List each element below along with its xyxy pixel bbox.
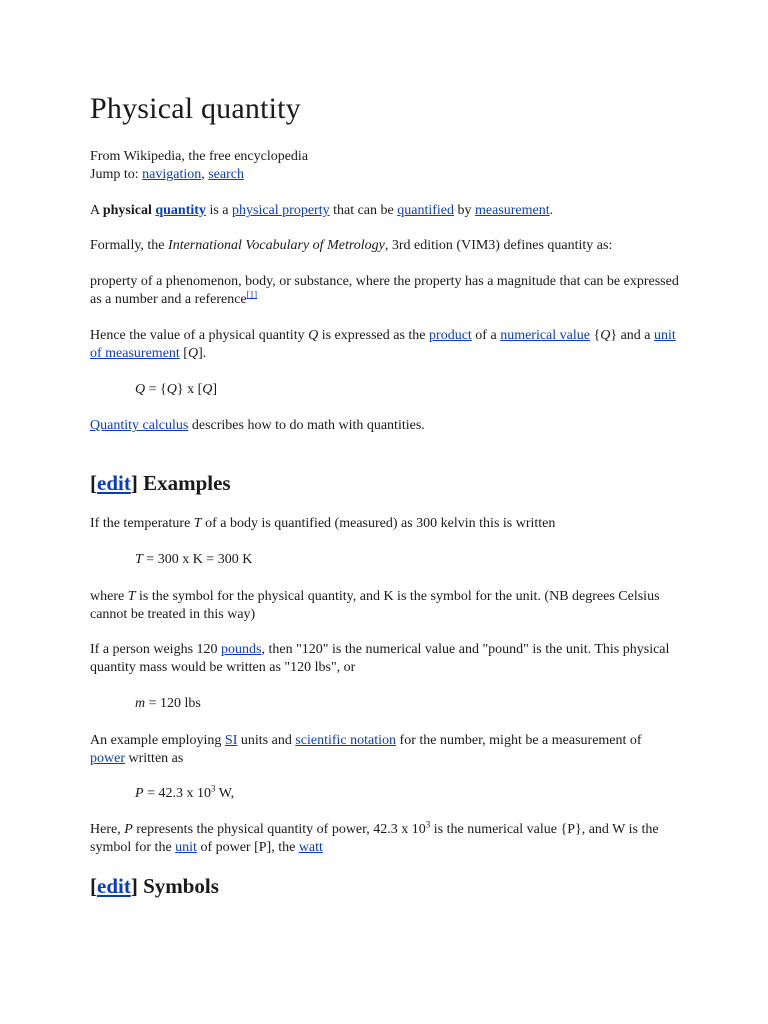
var-p: P [135, 786, 144, 801]
here-text: represents the physical quantity of power, 42.3 x 10 [132, 822, 426, 837]
var-q: Q [166, 382, 177, 397]
bracket: [ [90, 471, 97, 495]
intro-text: is a [205, 203, 232, 218]
here-text: of power [P], the [196, 840, 299, 855]
intro-text: . [549, 203, 554, 218]
product-link[interactable]: product [429, 328, 472, 343]
si-example-paragraph [90, 732, 680, 768]
var-p: P [124, 822, 133, 837]
si-text: An example employing [90, 733, 225, 748]
bold-physical: physical [102, 203, 152, 218]
unit-of-measurement-link[interactable]: unit of measurement [90, 328, 676, 361]
site-subtitle [90, 148, 680, 184]
formally-text: , 3rd edition (VIM3) defines quantity as: [384, 238, 613, 253]
edit-examples-link[interactable]: edit [97, 471, 131, 495]
si-text: written as [125, 751, 184, 766]
here-text: Here, [90, 822, 125, 837]
physical-property-link[interactable]: physical property [232, 203, 330, 218]
temp-text: If the temperature [90, 516, 194, 531]
formula-m [135, 695, 675, 713]
calculus-text: describes how to do math with quantities. [188, 418, 425, 433]
hence-text: of a [471, 328, 501, 343]
jump-prefix: Jump to: [90, 167, 143, 182]
hence-text: Hence the value of a physical quantity [90, 328, 309, 343]
formula-text: ] [212, 382, 218, 397]
definition-text: property of a phenomenon, body, or substance, where the property has a magnitude that can be expressed as a number and a reference [90, 274, 679, 307]
intro-text: by [454, 203, 475, 218]
var-t: T [193, 516, 202, 531]
var-q: Q [135, 382, 146, 397]
formula-text: W, [215, 786, 235, 801]
var-m: m [135, 696, 146, 711]
exponent: 3 [425, 819, 431, 830]
here-paragraph [90, 821, 680, 857]
reference-1-link[interactable]: [1] [246, 289, 258, 300]
formula-text: } x [ [176, 382, 203, 397]
si-text: units and [237, 733, 296, 748]
formally-paragraph [90, 237, 680, 255]
calculus-paragraph [90, 417, 680, 435]
quantified-link[interactable]: quantified [397, 203, 454, 218]
pounds-link[interactable]: pounds [221, 642, 262, 657]
intro-text: that can be [329, 203, 398, 218]
weighs-text: , then "120" is the numerical value and "pound" is the unit. This physical quantity mass would be written as "120 lbs", or [90, 642, 670, 675]
measurement-link[interactable]: measurement [475, 203, 550, 218]
formula-q [135, 381, 675, 399]
weighs-paragraph [90, 641, 680, 677]
intro-paragraph [90, 202, 680, 220]
section-heading-examples [90, 471, 231, 496]
quantity-link[interactable]: quantity [155, 203, 206, 218]
search-link[interactable]: search [208, 167, 244, 182]
where-text: is the symbol for the physical quantity, and K is the symbol for the unit. (NB degrees Celsius cannot be treated in this way) [90, 589, 660, 622]
var-q: Q [600, 328, 611, 343]
var-q: Q [202, 382, 213, 397]
formula-text: = 300 x K = 300 K [142, 552, 253, 567]
bracket: [ [90, 874, 97, 898]
hence-paragraph [90, 327, 680, 363]
var-q: Q [308, 328, 319, 343]
quantity-calculus-link[interactable]: Quantity calculus [90, 418, 189, 433]
watt-link[interactable]: watt [298, 840, 323, 855]
var-t: T [127, 589, 136, 604]
formally-text: Formally, the [90, 238, 169, 253]
where-text: where [90, 589, 128, 604]
site-subtitle-text: From Wikipedia, the free encyclopedia [90, 149, 309, 164]
si-link[interactable]: SI [224, 733, 238, 748]
vim-title: International Vocabulary of Metrology [168, 238, 385, 253]
formula-text: = 120 lbs [145, 696, 201, 711]
bracket: ] [130, 874, 138, 898]
hence-text: is expressed as the [318, 328, 430, 343]
where-paragraph [90, 588, 680, 624]
var-q: Q [187, 346, 199, 361]
formula-p [135, 785, 675, 803]
power-link[interactable]: power [90, 751, 125, 766]
scientific-notation-link[interactable]: scientific notation [295, 733, 397, 748]
section-title-symbols: Symbols [137, 874, 219, 898]
temperature-paragraph [90, 515, 680, 533]
hence-text: [ [179, 346, 188, 361]
section-title-examples: Examples [137, 471, 231, 495]
formula-text: = { [145, 382, 167, 397]
bracket: ] [130, 471, 138, 495]
si-text: for the number, might be a measurement of [396, 733, 642, 748]
weighs-text: If a person weighs 120 [90, 642, 222, 657]
navigation-link[interactable]: navigation [142, 167, 202, 182]
edit-symbols-link[interactable]: edit [97, 874, 131, 898]
formula-text: = 42.3 x 10 [143, 786, 211, 801]
unit-link[interactable]: unit [175, 840, 197, 855]
jump-separator: , [201, 167, 209, 182]
formula-t [135, 551, 675, 569]
numerical-value-link[interactable]: numerical value [500, 328, 590, 343]
exponent: 3 [210, 783, 216, 794]
var-t: T [135, 552, 143, 567]
here-text: is the numerical value {P}, and W is the symbol for the [90, 822, 659, 855]
section-heading-symbols [90, 874, 219, 899]
intro-text: A [90, 203, 103, 218]
page-title: Physical quantity [90, 92, 301, 125]
definition-quote [90, 273, 680, 309]
hence-text: } and a [610, 328, 654, 343]
temp-text: of a body is quantified (measured) as 300 kelvin this is written [201, 516, 556, 531]
hence-text: { [589, 328, 601, 343]
hence-text: ]. [198, 346, 207, 361]
